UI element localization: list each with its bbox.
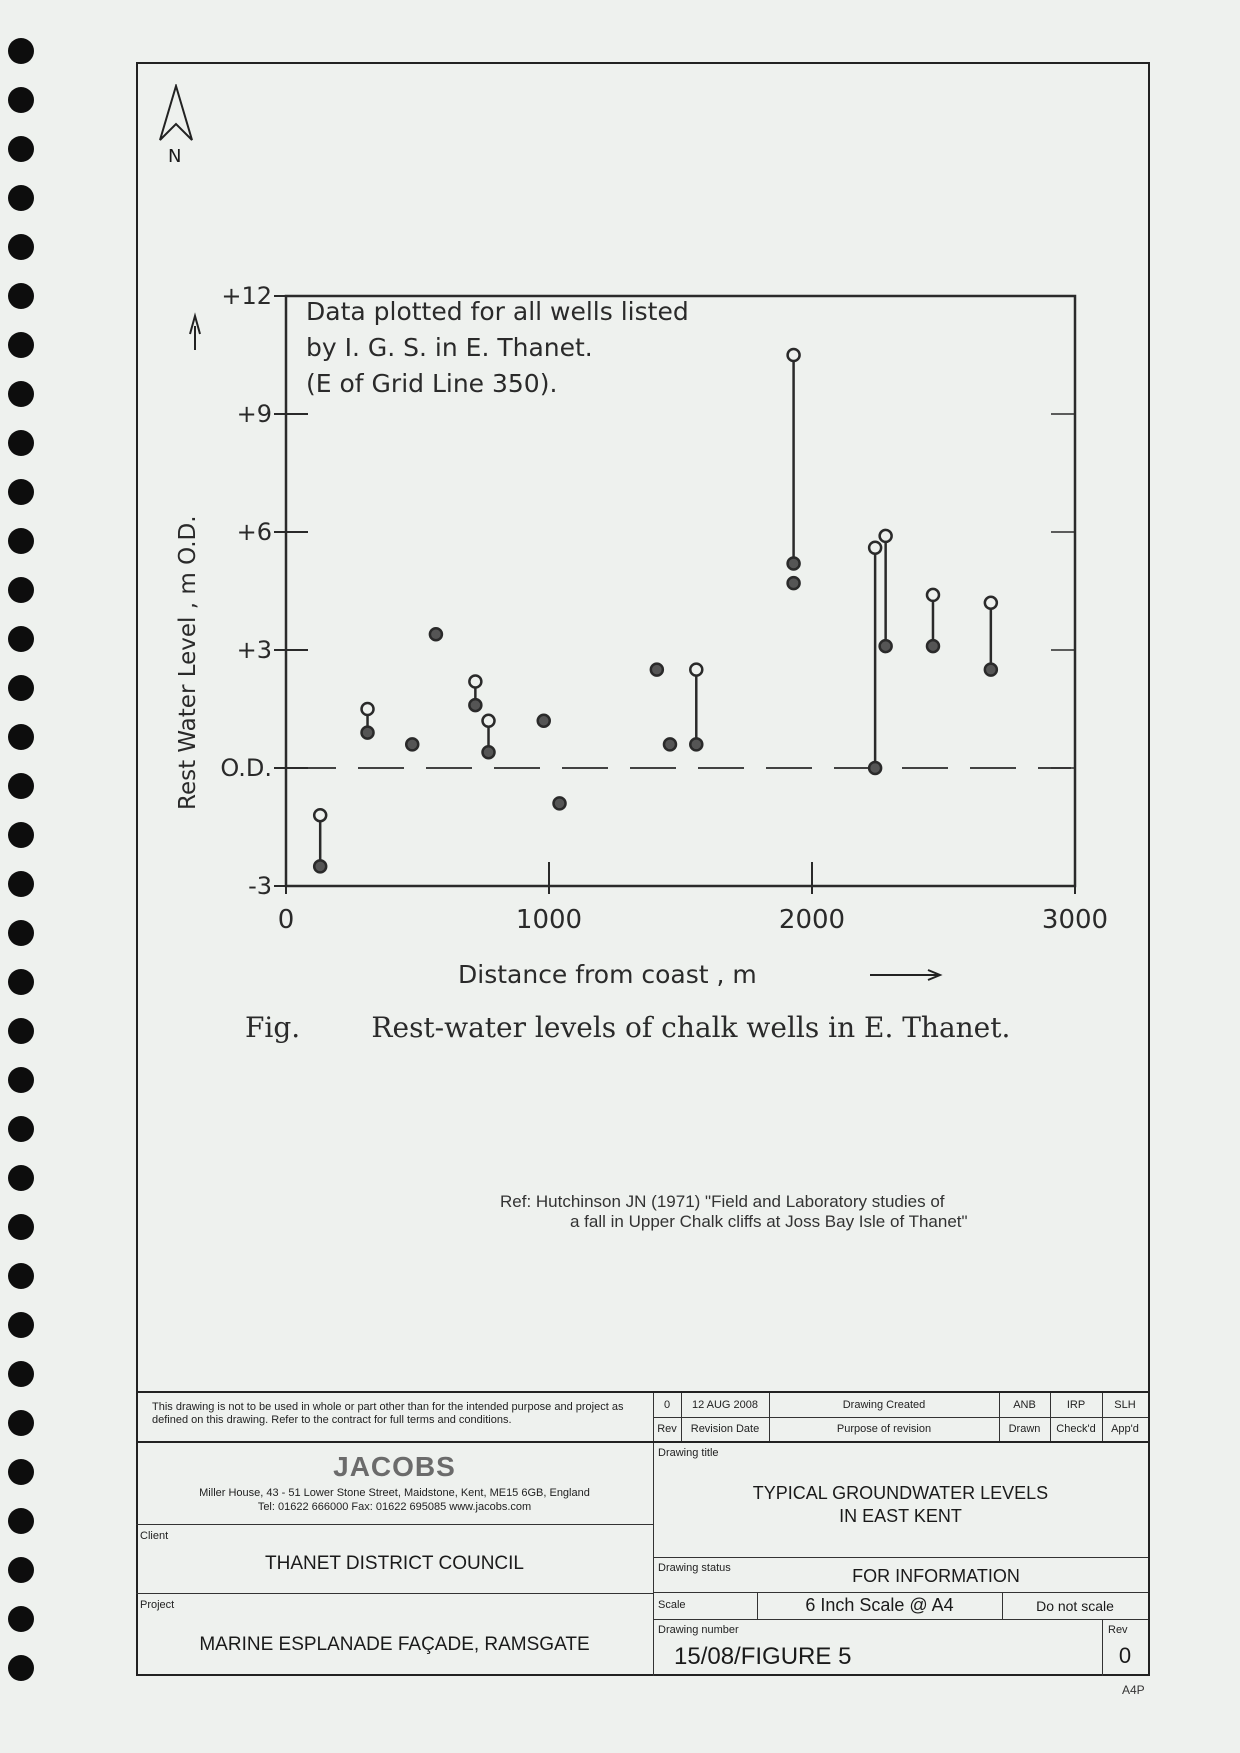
revision-rev: 0 — [663, 1399, 671, 1411]
annotation-line-2: by I. G. S. in E. Thanet. — [306, 333, 593, 362]
binder-hole — [8, 1459, 34, 1485]
y-tick-label: +3 — [236, 636, 272, 664]
project-label: Project — [140, 1599, 175, 1611]
well-max-point — [469, 675, 481, 687]
reference-note — [500, 1192, 1100, 1232]
well-min-point — [690, 738, 702, 750]
well-point — [788, 577, 800, 589]
binder-hole — [8, 1018, 34, 1044]
binder-hole — [8, 1606, 34, 1632]
binder-hole — [8, 1165, 34, 1191]
reference-line-2: a fall in Upper Chalk cliffs at Joss Bay Isle of Thanet" — [570, 1212, 968, 1231]
x-tick-label: 3000 — [1041, 905, 1109, 935]
rev-label: Rev — [1108, 1624, 1128, 1636]
revision-approved: SLH — [1114, 1399, 1136, 1411]
drawing-number-label: Drawing number — [658, 1624, 739, 1636]
drawing-status-label: Drawing status — [658, 1562, 731, 1574]
scale-note: Do not scale — [1036, 1598, 1114, 1614]
well-min-point — [788, 557, 800, 569]
north-label: N — [168, 146, 182, 167]
x-tick-label: 2000 — [778, 905, 846, 935]
well-point — [430, 628, 442, 640]
annotation-line-1: Data plotted for all wells listed — [306, 297, 689, 326]
well-max-point — [985, 597, 997, 609]
binder-hole — [8, 1557, 34, 1583]
binder-hole — [8, 626, 34, 652]
binder-hole — [8, 1214, 34, 1240]
company-logo: JACOBS — [333, 1451, 456, 1482]
header-drawn: Drawn — [1008, 1423, 1041, 1435]
binder-hole — [8, 87, 34, 113]
scale-value: 6 Inch Scale @ A4 — [805, 1595, 954, 1615]
binder-hole — [8, 234, 34, 260]
disclaimer-text: This drawing is not to be used in whole or part other than for the intended purpose and project as defined on this drawing. Refer to the contract for full terms and conditions. — [152, 1401, 624, 1426]
well-point — [406, 738, 418, 750]
header-date: Revision Date — [690, 1423, 760, 1435]
binder-hole — [8, 528, 34, 554]
client-label: Client — [140, 1530, 169, 1542]
binder-hole — [8, 822, 34, 848]
binder-hole — [8, 430, 34, 456]
well-max-point — [362, 703, 374, 715]
well-min-point — [314, 860, 326, 872]
binder-hole — [8, 332, 34, 358]
binder-hole — [8, 577, 34, 603]
binder-hole — [8, 1410, 34, 1436]
binder-hole — [8, 479, 34, 505]
well-max-point — [690, 664, 702, 676]
binder-hole — [8, 969, 34, 995]
y-tick-label: -3 — [248, 872, 272, 900]
binder-hole — [8, 920, 34, 946]
drawing-number: 15/08/FIGURE 5 — [674, 1643, 852, 1670]
client-name: THANET DISTRICT COUNCIL — [265, 1553, 524, 1574]
well-min-point — [927, 640, 939, 652]
binder-hole — [8, 1361, 34, 1387]
binder-hole — [8, 1508, 34, 1534]
y-tick-label: +9 — [236, 400, 272, 428]
drawing-title-label: Drawing title — [658, 1447, 719, 1459]
well-min-point — [362, 727, 374, 739]
binder-hole — [8, 675, 34, 701]
drawing-status: FOR INFORMATION — [852, 1566, 1020, 1586]
y-tick-label: +6 — [236, 518, 272, 546]
well-point — [554, 797, 566, 809]
title-block — [136, 1391, 1150, 1678]
well-max-point — [880, 530, 892, 542]
header-purpose: Purpose of revision — [836, 1423, 932, 1435]
reference-line-1: Ref: Hutchinson JN (1971) "Field and Laboratory studies of — [500, 1192, 945, 1211]
drawing-title-line-2: IN EAST KENT — [839, 1506, 962, 1526]
well-min-point — [869, 762, 881, 774]
well-max-point — [927, 589, 939, 601]
binder-hole — [8, 1655, 34, 1681]
x-tick-label: 1000 — [515, 905, 583, 935]
revision-drawn: ANB — [1013, 1399, 1036, 1411]
binder-hole — [8, 871, 34, 897]
y-tick-label: O.D. — [220, 754, 272, 782]
figure-caption: Fig. Rest-water levels of chalk wells in E. Thanet. — [245, 1011, 1011, 1044]
binder-hole — [8, 185, 34, 211]
well-max-point — [869, 542, 881, 554]
header-checked: Check'd — [1056, 1423, 1096, 1435]
well-point — [664, 738, 676, 750]
binder-hole — [8, 283, 34, 309]
binder-holes — [8, 38, 38, 1704]
binder-hole — [8, 773, 34, 799]
well-series — [314, 349, 997, 872]
company-address: Miller House, 43 - 51 Lower Stone Street, Maidstone, Kent, ME15 6GB, England — [199, 1487, 590, 1499]
x-axis-label-arrow-icon — [870, 970, 940, 980]
project-name: MARINE ESPLANADE FAÇADE, RAMSGATE — [199, 1634, 590, 1655]
binder-hole — [8, 38, 34, 64]
revision-checked: IRP — [1066, 1399, 1086, 1411]
well-min-point — [469, 699, 481, 711]
well-max-point — [788, 349, 800, 361]
revision-purpose: Drawing Created — [842, 1399, 926, 1411]
binder-hole — [8, 381, 34, 407]
header-approved: App'd — [1111, 1423, 1139, 1435]
rest-water-level-chart — [150, 270, 1140, 1044]
well-min-point — [483, 746, 495, 758]
binder-hole — [8, 1067, 34, 1093]
well-point — [651, 664, 663, 676]
y-axis-label: Rest Water Level , m O.D. — [175, 515, 201, 810]
x-tick-label: 0 — [277, 905, 295, 935]
drawing-title-line-1: TYPICAL GROUNDWATER LEVELS — [752, 1483, 1049, 1503]
revision-date: 12 AUG 2008 — [691, 1399, 759, 1411]
scale-label: Scale — [658, 1599, 686, 1611]
sheet-size-label: A4P — [1122, 1683, 1145, 1697]
well-min-point — [985, 664, 997, 676]
binder-hole — [8, 1312, 34, 1338]
header-rev: Rev — [657, 1423, 677, 1435]
well-min-point — [880, 640, 892, 652]
binder-hole — [8, 724, 34, 750]
annotation-line-3: (E of Grid Line 350). — [306, 369, 558, 398]
binder-hole — [8, 1263, 34, 1289]
x-axis-ticks — [278, 862, 1108, 935]
well-point — [538, 715, 550, 727]
company-contact: Tel: 01622 666000 Fax: 01622 695085 www.jacobs.com — [257, 1501, 532, 1513]
well-max-point — [314, 809, 326, 821]
chart-annotation — [306, 297, 689, 398]
y-tick-label: +12 — [221, 282, 272, 310]
well-max-point — [483, 715, 495, 727]
rev-value: 0 — [1118, 1643, 1132, 1668]
y-axis-label-arrow-icon — [190, 316, 200, 350]
x-axis-label: Distance from coast , m — [458, 960, 757, 989]
binder-hole — [8, 136, 34, 162]
binder-hole — [8, 1116, 34, 1142]
